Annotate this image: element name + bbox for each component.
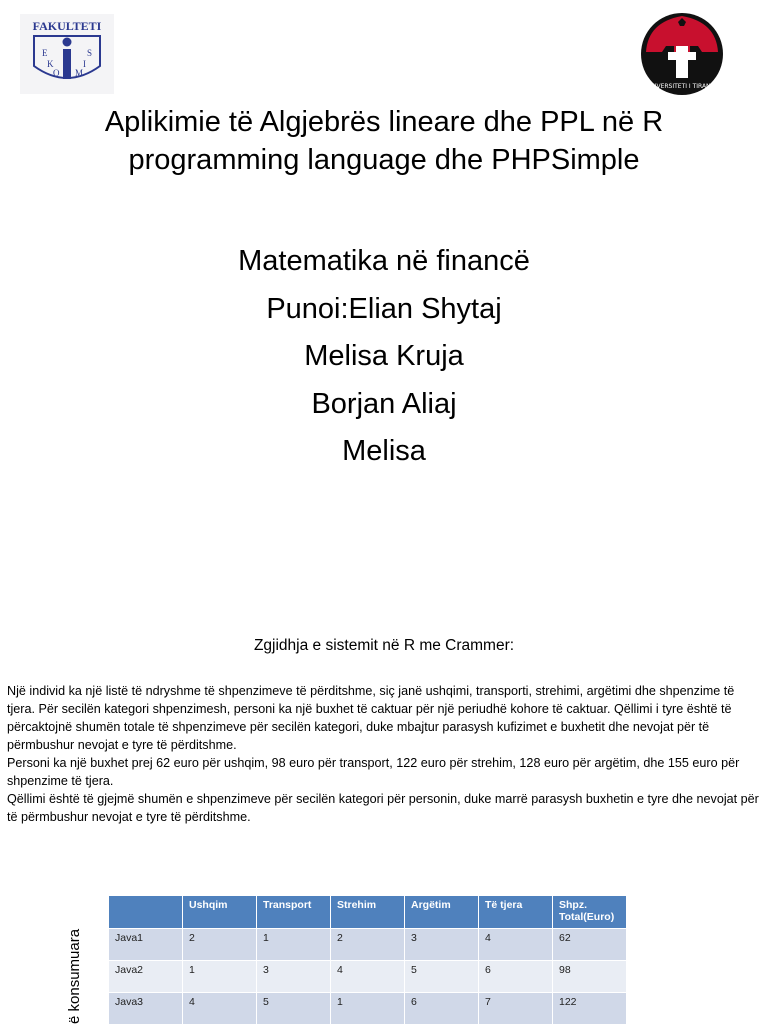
table-cell: 4 <box>331 961 405 993</box>
table-cell: Java2 <box>109 961 183 993</box>
course-name: Matematika në financë <box>238 245 530 277</box>
table-cell: 62 <box>553 929 627 961</box>
table-header-cell: Transport <box>257 896 331 929</box>
fakulteti-ekonomise-logo <box>20 14 114 94</box>
paragraph-1: Një individ ka një listë të ndryshme të shpenzimeve të përditshme, siç janë ushqimi, transporti, strehimi, argëtimi dhe shpenzime të tjera. Për secilën kategori shpenzimesh, personi ka një buxhet të caktuar për një periudhë kohore të caktuar. Qëllimi i tyre është të përcaktojnë shumën totale të shpenzimeve për secilën kategori, duke mbajtur parasysh kufizimet e buxhetit dhe nevojat për të përmbushur nevojat e tyre të përditshme. <box>7 684 735 752</box>
svg-text:M: M <box>75 68 84 78</box>
table-cell: 3 <box>405 929 479 961</box>
paragraph-3: Qëllimi është të gjejmë shumën e shpenzimeve për secilën kategori për personin, duke marrë parasysh buxhetin e tyre dhe nevojat për të përmbushur nevojat e tyre të përditshme. <box>7 792 759 824</box>
table-cell: 1 <box>183 961 257 993</box>
author-4: Melisa <box>342 435 426 467</box>
table-cell: 122 <box>553 993 627 1024</box>
svg-text:I: I <box>83 59 86 69</box>
table-header-cell: Strehim <box>331 896 405 929</box>
universiteti-i-tiranes-logo <box>638 12 726 96</box>
table-cell: 1 <box>257 929 331 961</box>
table-row <box>109 993 627 1024</box>
table-cell: 3 <box>257 961 331 993</box>
author-3: Borjan Aliaj <box>311 387 457 420</box>
svg-text:FAKULTETI: FAKULTETI <box>32 19 102 33</box>
table-cell: 4 <box>183 993 257 1024</box>
table-cell: 6 <box>479 961 553 993</box>
table-cell: 98 <box>553 961 627 993</box>
side-axis-label: ë konsumuara <box>66 928 83 1024</box>
table-cell: 5 <box>405 961 479 993</box>
table-header-cell: Argëtim <box>405 896 479 929</box>
table-row <box>109 961 627 993</box>
table-cell: 5 <box>257 993 331 1024</box>
svg-text:K: K <box>47 59 54 69</box>
table-row <box>109 929 627 961</box>
table-cell: 6 <box>405 993 479 1024</box>
author-1: Punoi:Elian Shytaj <box>266 292 502 325</box>
table-header-cell <box>109 896 183 929</box>
svg-text:S: S <box>87 48 93 58</box>
authors-block <box>40 238 728 476</box>
table-header-row <box>109 896 627 929</box>
expenses-table <box>108 895 627 1024</box>
table-header-cell: Shpz. Total(Euro) <box>553 896 627 929</box>
table-cell: 4 <box>479 929 553 961</box>
title-line-2: programming language dhe PHPSimple <box>128 144 640 176</box>
author-2: Melisa Kruja <box>304 340 464 372</box>
slide-title <box>40 103 728 179</box>
body-text <box>7 682 761 826</box>
table-cell: Java3 <box>109 993 183 1024</box>
table-cell: Java1 <box>109 929 183 961</box>
table-header-cell: Të tjera <box>479 896 553 929</box>
table-cell: 2 <box>183 929 257 961</box>
svg-text:UNIVERSITETI I TIRANËS: UNIVERSITETI I TIRANËS <box>645 83 719 90</box>
svg-text:E: E <box>42 48 48 58</box>
table-header-cell: Ushqim <box>183 896 257 929</box>
paragraph-2: Personi ka një buxhet prej 62 euro për ushqim, 98 euro për transport, 122 euro për strehim, 128 euro për argëtim, dhe 155 euro për shpenzime të tjera. <box>7 756 740 788</box>
section-heading: Zgjidhja e sistemit në R me Crammer: <box>253 637 515 654</box>
table-cell: 2 <box>331 929 405 961</box>
table-cell: 7 <box>479 993 553 1024</box>
svg-text:O: O <box>53 68 60 78</box>
title-line-1: Aplikimie të Algjebrës lineare dhe PPL në R <box>104 106 664 138</box>
table-cell: 1 <box>331 993 405 1024</box>
